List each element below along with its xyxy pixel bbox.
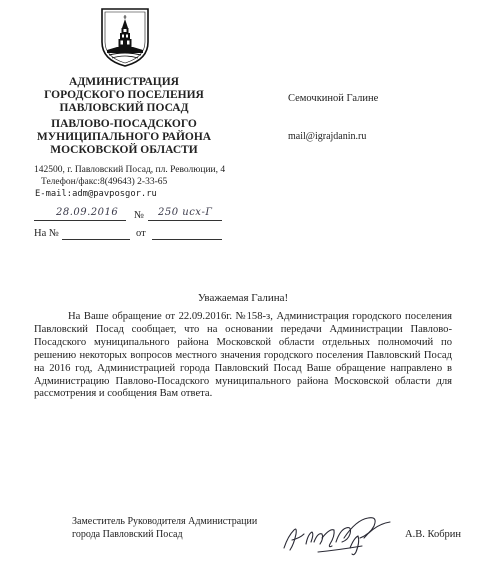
salutation: Уважаемая Галина! — [197, 292, 289, 304]
organization-district — [36, 118, 212, 157]
recipient-name: Семочкиной Галине — [288, 93, 379, 104]
org-line: ПАВЛОВО-ПОСАДСКОГО — [51, 118, 197, 130]
org-line: МУНИЦИПАЛЬНОГО РАЙОНА — [36, 131, 212, 143]
coat-of-arms-emblem — [99, 6, 151, 68]
reference-number-underline — [62, 228, 130, 240]
reference-from-label: от — [136, 228, 146, 239]
email-address: E-mail:adm@pavposgor.ru — [35, 189, 157, 199]
org-line: МОСКОВСКОЙ ОБЛАСТИ — [50, 144, 198, 156]
signatory-title — [72, 516, 257, 541]
org-line: АДМИНИСТРАЦИЯ — [69, 76, 179, 88]
letter-body: На Ваше обращение от 22.09.2016г. №158-з, Администрация городского поселения Павловский Посад сообщает, что на основании передачи Администрации Павлово-Посадского муниципального района Московской области отдельных полномочий по решению некоторых вопросов местного значения городского поселения Павловский Посад на 2016 год, Администрацией города Павловский Посад Ваше обращение направлено в Администрацию Павлово-Посадского муниципального района Московской области для рассмотрения и сообщения Вам ответа. — [34, 311, 452, 400]
org-line: ПАВЛОВСКИЙ ПОСАД — [59, 102, 189, 114]
address-block — [34, 164, 225, 200]
recipient-email: mail@igrajdanin.ru — [288, 131, 367, 142]
reference-date-underline — [152, 228, 222, 240]
signatory-title-line: города Павловский Посад — [72, 528, 183, 540]
handwritten-signature — [278, 508, 400, 558]
outgoing-date: 28.09.2016 — [56, 207, 119, 218]
reference-label: На № — [34, 228, 59, 239]
org-line: ГОРОДСКОГО ПОСЕЛЕНИЯ — [44, 89, 204, 101]
postal-address: 142500, г. Павловский Посад, пл. Революции, 4 — [34, 165, 226, 175]
organization-name — [36, 76, 212, 115]
outgoing-number: 250 исх-Г — [158, 207, 213, 218]
number-label: № — [134, 210, 145, 221]
signatory-name: А.В. Кобрин — [405, 529, 462, 540]
signatory-title-line: Заместитель Руководителя Администрации — [72, 516, 258, 527]
phone-fax: Телефон/факс:8(49643) 2-33-65 — [41, 177, 168, 187]
